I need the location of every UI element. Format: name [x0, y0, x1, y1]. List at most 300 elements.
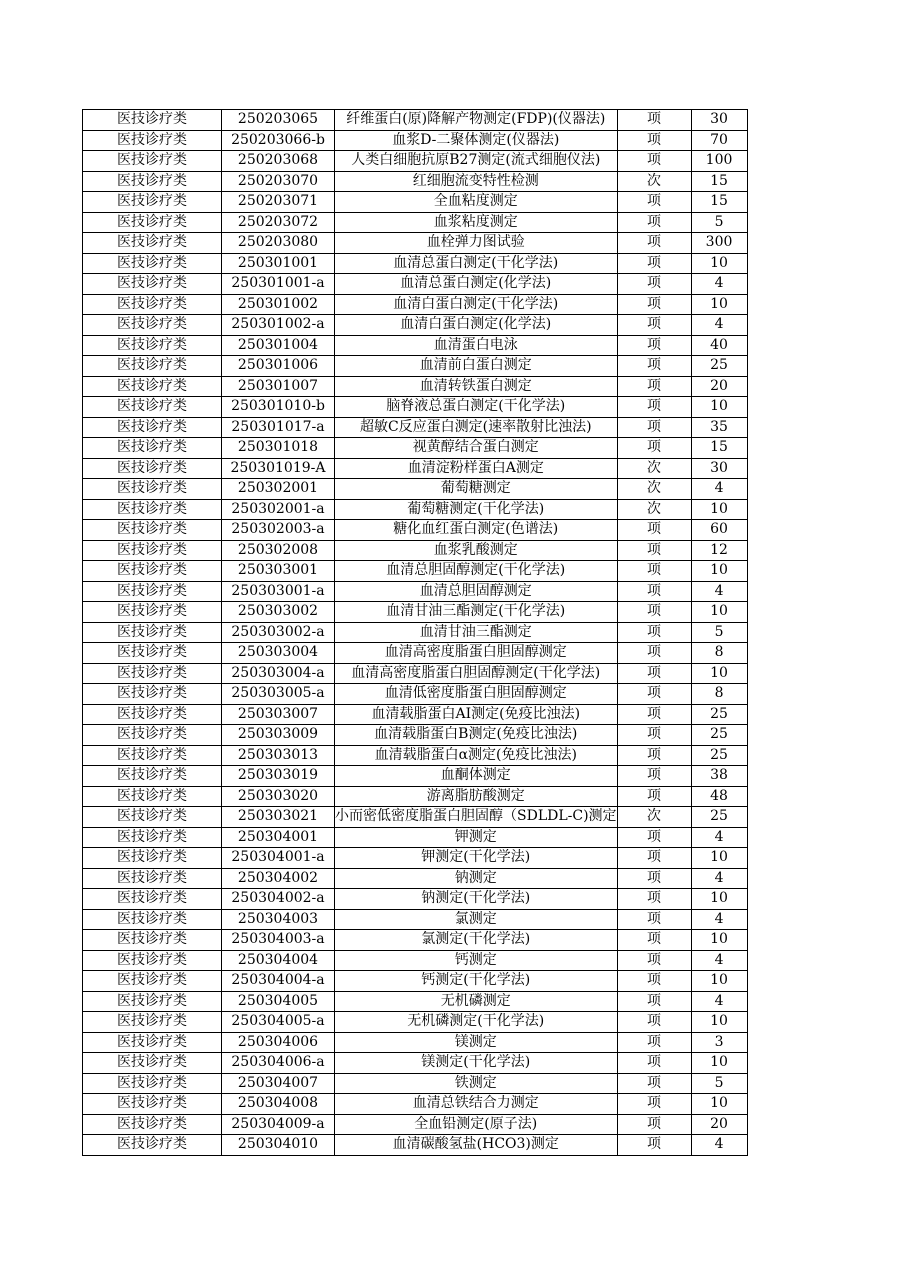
code-cell: 250301001-a — [222, 274, 335, 295]
price-cell: 15 — [691, 438, 747, 459]
price-cell: 8 — [691, 684, 747, 705]
table-row — [83, 294, 748, 315]
unit-cell: 项 — [617, 602, 691, 623]
category-cell: 医技诊疗类 — [83, 950, 222, 971]
item-name-cell: 游离脂肪酸测定 — [335, 786, 618, 807]
code-cell: 250303007 — [222, 704, 335, 725]
unit-cell: 项 — [617, 335, 691, 356]
price-cell: 10 — [691, 294, 747, 315]
category-cell: 医技诊疗类 — [83, 335, 222, 356]
price-cell: 38 — [691, 766, 747, 787]
price-cell: 15 — [691, 192, 747, 213]
item-name-cell: 血清总胆固醇测定(干化学法) — [335, 561, 618, 582]
item-name-cell: 血清白蛋白测定(化学法) — [335, 315, 618, 336]
table-row — [83, 130, 748, 151]
table-row — [83, 930, 748, 951]
fee-table — [82, 109, 748, 1156]
item-name-cell: 血清高密度脂蛋白胆固醇测定(干化学法) — [335, 663, 618, 684]
code-cell: 250301007 — [222, 376, 335, 397]
price-cell: 5 — [691, 1073, 747, 1094]
table-row — [83, 663, 748, 684]
item-name-cell: 血清总胆固醇测定 — [335, 581, 618, 602]
code-cell: 250203072 — [222, 212, 335, 233]
price-cell: 8 — [691, 643, 747, 664]
item-name-cell: 全血铅测定(原子法) — [335, 1114, 618, 1135]
table-row — [83, 848, 748, 869]
price-cell: 25 — [691, 745, 747, 766]
item-name-cell: 镁测定(干化学法) — [335, 1053, 618, 1074]
category-cell: 医技诊疗类 — [83, 458, 222, 479]
category-cell: 医技诊疗类 — [83, 807, 222, 828]
code-cell: 250304006 — [222, 1032, 335, 1053]
category-cell: 医技诊疗类 — [83, 151, 222, 172]
table-row — [83, 397, 748, 418]
unit-cell: 次 — [617, 458, 691, 479]
item-name-cell: 血栓弹力图试验 — [335, 233, 618, 254]
category-cell: 医技诊疗类 — [83, 540, 222, 561]
unit-cell: 次 — [617, 479, 691, 500]
table-row — [83, 971, 748, 992]
item-name-cell: 血清总蛋白测定(化学法) — [335, 274, 618, 295]
item-name-cell: 血清载脂蛋白AⅠ测定(免疫比浊法) — [335, 704, 618, 725]
category-cell: 医技诊疗类 — [83, 827, 222, 848]
code-cell: 250302001 — [222, 479, 335, 500]
item-name-cell: 红细胞流变特性检测 — [335, 171, 618, 192]
category-cell: 医技诊疗类 — [83, 991, 222, 1012]
price-cell: 40 — [691, 335, 747, 356]
category-cell: 医技诊疗类 — [83, 684, 222, 705]
unit-cell: 项 — [617, 704, 691, 725]
code-cell: 250203066-b — [222, 130, 335, 151]
price-cell: 15 — [691, 171, 747, 192]
table-row — [83, 581, 748, 602]
unit-cell: 次 — [617, 807, 691, 828]
price-cell: 10 — [691, 602, 747, 623]
unit-cell: 项 — [617, 233, 691, 254]
code-cell: 250304002-a — [222, 889, 335, 910]
code-cell: 250304003-a — [222, 930, 335, 951]
item-name-cell: 镁测定 — [335, 1032, 618, 1053]
code-cell: 250203071 — [222, 192, 335, 213]
price-cell: 10 — [691, 889, 747, 910]
price-cell: 4 — [691, 479, 747, 500]
table-row — [83, 540, 748, 561]
unit-cell: 项 — [617, 417, 691, 438]
unit-cell: 项 — [617, 930, 691, 951]
price-cell: 10 — [691, 561, 747, 582]
unit-cell: 项 — [617, 1073, 691, 1094]
unit-cell: 项 — [617, 315, 691, 336]
category-cell: 医技诊疗类 — [83, 1032, 222, 1053]
price-cell: 10 — [691, 930, 747, 951]
code-cell: 250302008 — [222, 540, 335, 561]
code-cell: 250303021 — [222, 807, 335, 828]
unit-cell: 项 — [617, 540, 691, 561]
unit-cell: 项 — [617, 397, 691, 418]
unit-cell: 项 — [617, 663, 691, 684]
unit-cell: 项 — [617, 684, 691, 705]
price-cell: 25 — [691, 725, 747, 746]
code-cell: 250301002-a — [222, 315, 335, 336]
price-cell: 5 — [691, 212, 747, 233]
item-name-cell: 钾测定(干化学法) — [335, 848, 618, 869]
category-cell: 医技诊疗类 — [83, 212, 222, 233]
category-cell: 医技诊疗类 — [83, 602, 222, 623]
table-row — [83, 643, 748, 664]
code-cell: 250301018 — [222, 438, 335, 459]
code-cell: 250304010 — [222, 1135, 335, 1156]
table-row — [83, 622, 748, 643]
price-cell: 4 — [691, 868, 747, 889]
code-cell: 250303009 — [222, 725, 335, 746]
unit-cell: 项 — [617, 1094, 691, 1115]
code-cell: 250304004-a — [222, 971, 335, 992]
table-row — [83, 479, 748, 500]
price-cell: 10 — [691, 663, 747, 684]
table-row — [83, 1012, 748, 1033]
category-cell: 医技诊疗类 — [83, 581, 222, 602]
code-cell: 250302001-a — [222, 499, 335, 520]
item-name-cell: 血清转铁蛋白测定 — [335, 376, 618, 397]
category-cell: 医技诊疗类 — [83, 499, 222, 520]
unit-cell: 项 — [617, 725, 691, 746]
item-name-cell: 血清白蛋白测定(干化学法) — [335, 294, 618, 315]
unit-cell: 项 — [617, 1135, 691, 1156]
table-row — [83, 458, 748, 479]
table-row — [83, 909, 748, 930]
code-cell: 250203068 — [222, 151, 335, 172]
item-name-cell: 血清总铁结合力测定 — [335, 1094, 618, 1115]
category-cell: 医技诊疗类 — [83, 930, 222, 951]
code-cell: 250303001-a — [222, 581, 335, 602]
category-cell: 医技诊疗类 — [83, 438, 222, 459]
item-name-cell: 血清甘油三酯测定 — [335, 622, 618, 643]
table-row — [83, 1053, 748, 1074]
item-name-cell: 全血粘度测定 — [335, 192, 618, 213]
category-cell: 医技诊疗类 — [83, 376, 222, 397]
code-cell: 250301002 — [222, 294, 335, 315]
category-cell: 医技诊疗类 — [83, 1053, 222, 1074]
category-cell: 医技诊疗类 — [83, 417, 222, 438]
item-name-cell: 血清载脂蛋白B测定(免疫比浊法) — [335, 725, 618, 746]
unit-cell: 项 — [617, 745, 691, 766]
item-name-cell: 超敏C反应蛋白测定(速率散射比浊法) — [335, 417, 618, 438]
table-row — [83, 950, 748, 971]
code-cell: 250301019-A — [222, 458, 335, 479]
table-row — [83, 315, 748, 336]
code-cell: 250301010-b — [222, 397, 335, 418]
category-cell: 医技诊疗类 — [83, 1012, 222, 1033]
category-cell: 医技诊疗类 — [83, 766, 222, 787]
table-row — [83, 335, 748, 356]
table-row — [83, 110, 748, 131]
code-cell: 250304002 — [222, 868, 335, 889]
price-cell: 20 — [691, 376, 747, 397]
code-cell: 250301001 — [222, 253, 335, 274]
table-row — [83, 1114, 748, 1135]
item-name-cell: 血清前白蛋白测定 — [335, 356, 618, 377]
category-cell: 医技诊疗类 — [83, 909, 222, 930]
unit-cell: 项 — [617, 868, 691, 889]
price-cell: 4 — [691, 991, 747, 1012]
category-cell: 医技诊疗类 — [83, 315, 222, 336]
item-name-cell: 纤维蛋白(原)降解产物测定(FDP)(仪器法) — [335, 110, 618, 131]
category-cell: 医技诊疗类 — [83, 1135, 222, 1156]
price-cell: 25 — [691, 704, 747, 725]
category-cell: 医技诊疗类 — [83, 1114, 222, 1135]
price-cell: 3 — [691, 1032, 747, 1053]
item-name-cell: 钾测定 — [335, 827, 618, 848]
code-cell: 250304003 — [222, 909, 335, 930]
category-cell: 医技诊疗类 — [83, 786, 222, 807]
item-name-cell: 小而密低密度脂蛋白胆固醇（SDLDL-C)测定 — [335, 807, 618, 828]
unit-cell: 项 — [617, 971, 691, 992]
item-name-cell: 血浆粘度测定 — [335, 212, 618, 233]
code-cell: 250303019 — [222, 766, 335, 787]
unit-cell: 项 — [617, 438, 691, 459]
price-cell: 25 — [691, 356, 747, 377]
item-name-cell: 血浆乳酸测定 — [335, 540, 618, 561]
code-cell: 250301017-a — [222, 417, 335, 438]
table-row — [83, 991, 748, 1012]
code-cell: 250304008 — [222, 1094, 335, 1115]
code-cell: 250303005-a — [222, 684, 335, 705]
unit-cell: 项 — [617, 991, 691, 1012]
item-name-cell: 血清蛋白电泳 — [335, 335, 618, 356]
price-cell: 4 — [691, 581, 747, 602]
code-cell: 250301006 — [222, 356, 335, 377]
item-name-cell: 钠测定 — [335, 868, 618, 889]
table-row — [83, 704, 748, 725]
code-cell: 250303004 — [222, 643, 335, 664]
table-row — [83, 807, 748, 828]
category-cell: 医技诊疗类 — [83, 110, 222, 131]
item-name-cell: 氯测定 — [335, 909, 618, 930]
item-name-cell: 视黄醇结合蛋白测定 — [335, 438, 618, 459]
unit-cell: 项 — [617, 110, 691, 131]
item-name-cell: 葡萄糖测定(干化学法) — [335, 499, 618, 520]
price-cell: 48 — [691, 786, 747, 807]
category-cell: 医技诊疗类 — [83, 130, 222, 151]
price-cell: 4 — [691, 827, 747, 848]
table-row — [83, 786, 748, 807]
category-cell: 医技诊疗类 — [83, 745, 222, 766]
code-cell: 250304005-a — [222, 1012, 335, 1033]
price-cell: 10 — [691, 499, 747, 520]
unit-cell: 项 — [617, 1053, 691, 1074]
category-cell: 医技诊疗类 — [83, 479, 222, 500]
item-name-cell: 钙测定 — [335, 950, 618, 971]
category-cell: 医技诊疗类 — [83, 889, 222, 910]
price-cell: 10 — [691, 1053, 747, 1074]
item-name-cell: 糖化血红蛋白测定(色谱法) — [335, 520, 618, 541]
table-row — [83, 766, 748, 787]
price-cell: 60 — [691, 520, 747, 541]
price-cell: 5 — [691, 622, 747, 643]
item-name-cell: 无机磷测定(干化学法) — [335, 1012, 618, 1033]
price-cell: 35 — [691, 417, 747, 438]
category-cell: 医技诊疗类 — [83, 971, 222, 992]
code-cell: 250304006-a — [222, 1053, 335, 1074]
item-name-cell: 铁测定 — [335, 1073, 618, 1094]
table-row — [83, 417, 748, 438]
table-row — [83, 745, 748, 766]
category-cell: 医技诊疗类 — [83, 356, 222, 377]
code-cell: 250301004 — [222, 335, 335, 356]
table-row — [83, 561, 748, 582]
price-cell: 300 — [691, 233, 747, 254]
table-row — [83, 684, 748, 705]
table-row — [83, 827, 748, 848]
unit-cell: 项 — [617, 827, 691, 848]
price-cell: 20 — [691, 1114, 747, 1135]
item-name-cell: 葡萄糖测定 — [335, 479, 618, 500]
price-cell: 10 — [691, 397, 747, 418]
item-name-cell: 钠测定(干化学法) — [335, 889, 618, 910]
category-cell: 医技诊疗类 — [83, 192, 222, 213]
category-cell: 医技诊疗类 — [83, 704, 222, 725]
unit-cell: 项 — [617, 130, 691, 151]
category-cell: 医技诊疗类 — [83, 520, 222, 541]
unit-cell: 项 — [617, 561, 691, 582]
item-name-cell: 血清总蛋白测定(干化学法) — [335, 253, 618, 274]
price-cell: 4 — [691, 909, 747, 930]
unit-cell: 项 — [617, 212, 691, 233]
item-name-cell: 血清高密度脂蛋白胆固醇测定 — [335, 643, 618, 664]
price-cell: 25 — [691, 807, 747, 828]
item-name-cell: 钙测定(干化学法) — [335, 971, 618, 992]
category-cell: 医技诊疗类 — [83, 868, 222, 889]
category-cell: 医技诊疗类 — [83, 1094, 222, 1115]
unit-cell: 项 — [617, 643, 691, 664]
category-cell: 医技诊疗类 — [83, 561, 222, 582]
table-row — [83, 212, 748, 233]
unit-cell: 项 — [617, 274, 691, 295]
unit-cell: 项 — [617, 1032, 691, 1053]
price-cell: 10 — [691, 971, 747, 992]
code-cell: 250303002 — [222, 602, 335, 623]
code-cell: 250304005 — [222, 991, 335, 1012]
category-cell: 医技诊疗类 — [83, 274, 222, 295]
table-row — [83, 868, 748, 889]
table-row — [83, 725, 748, 746]
table-row — [83, 1094, 748, 1115]
table-row — [83, 151, 748, 172]
category-cell: 医技诊疗类 — [83, 233, 222, 254]
unit-cell: 项 — [617, 848, 691, 869]
unit-cell: 项 — [617, 253, 691, 274]
table-row — [83, 376, 748, 397]
category-cell: 医技诊疗类 — [83, 397, 222, 418]
unit-cell: 次 — [617, 171, 691, 192]
unit-cell: 项 — [617, 889, 691, 910]
code-cell: 250303002-a — [222, 622, 335, 643]
price-cell: 12 — [691, 540, 747, 561]
item-name-cell: 人类白细胞抗原B27测定(流式细胞仪法) — [335, 151, 618, 172]
item-name-cell: 血酮体测定 — [335, 766, 618, 787]
table-row — [83, 356, 748, 377]
unit-cell: 项 — [617, 622, 691, 643]
category-cell: 医技诊疗类 — [83, 725, 222, 746]
unit-cell: 项 — [617, 520, 691, 541]
price-cell: 10 — [691, 1094, 747, 1115]
fee-table-body — [83, 110, 748, 1156]
price-cell: 10 — [691, 848, 747, 869]
code-cell: 250304001 — [222, 827, 335, 848]
unit-cell: 项 — [617, 950, 691, 971]
unit-cell: 次 — [617, 499, 691, 520]
unit-cell: 项 — [617, 786, 691, 807]
item-name-cell: 血清甘油三酯测定(干化学法) — [335, 602, 618, 623]
code-cell: 250303004-a — [222, 663, 335, 684]
table-row — [83, 274, 748, 295]
price-cell: 100 — [691, 151, 747, 172]
code-cell: 250304004 — [222, 950, 335, 971]
table-row — [83, 1032, 748, 1053]
price-cell: 4 — [691, 1135, 747, 1156]
category-cell: 医技诊疗类 — [83, 171, 222, 192]
item-name-cell: 血清淀粉样蛋白A测定 — [335, 458, 618, 479]
table-row — [83, 1135, 748, 1156]
code-cell: 250203080 — [222, 233, 335, 254]
table-row — [83, 171, 748, 192]
table-row — [83, 438, 748, 459]
price-cell: 30 — [691, 110, 747, 131]
code-cell: 250302003-a — [222, 520, 335, 541]
code-cell: 250304009-a — [222, 1114, 335, 1135]
table-row — [83, 233, 748, 254]
code-cell: 250304007 — [222, 1073, 335, 1094]
unit-cell: 项 — [617, 766, 691, 787]
price-cell: 4 — [691, 315, 747, 336]
code-cell: 250203065 — [222, 110, 335, 131]
price-cell: 30 — [691, 458, 747, 479]
category-cell: 医技诊疗类 — [83, 622, 222, 643]
category-cell: 医技诊疗类 — [83, 253, 222, 274]
item-name-cell: 血清载脂蛋白α测定(免疫比浊法) — [335, 745, 618, 766]
code-cell: 250303020 — [222, 786, 335, 807]
price-cell: 10 — [691, 253, 747, 274]
unit-cell: 项 — [617, 294, 691, 315]
category-cell: 医技诊疗类 — [83, 294, 222, 315]
unit-cell: 项 — [617, 356, 691, 377]
table-row — [83, 499, 748, 520]
price-cell: 4 — [691, 950, 747, 971]
price-cell: 4 — [691, 274, 747, 295]
code-cell: 250303001 — [222, 561, 335, 582]
table-row — [83, 192, 748, 213]
unit-cell: 项 — [617, 1114, 691, 1135]
item-name-cell: 无机磷测定 — [335, 991, 618, 1012]
item-name-cell: 血清低密度脂蛋白胆固醇测定 — [335, 684, 618, 705]
item-name-cell: 脑脊液总蛋白测定(干化学法) — [335, 397, 618, 418]
item-name-cell: 氯测定(干化学法) — [335, 930, 618, 951]
table-row — [83, 520, 748, 541]
table-row — [83, 889, 748, 910]
category-cell: 医技诊疗类 — [83, 1073, 222, 1094]
category-cell: 医技诊疗类 — [83, 663, 222, 684]
unit-cell: 项 — [617, 581, 691, 602]
category-cell: 医技诊疗类 — [83, 848, 222, 869]
price-cell: 10 — [691, 1012, 747, 1033]
unit-cell: 项 — [617, 192, 691, 213]
code-cell: 250203070 — [222, 171, 335, 192]
item-name-cell: 血清碳酸氢盐(HCO3)测定 — [335, 1135, 618, 1156]
unit-cell: 项 — [617, 909, 691, 930]
table-row — [83, 253, 748, 274]
category-cell: 医技诊疗类 — [83, 643, 222, 664]
code-cell: 250304001-a — [222, 848, 335, 869]
